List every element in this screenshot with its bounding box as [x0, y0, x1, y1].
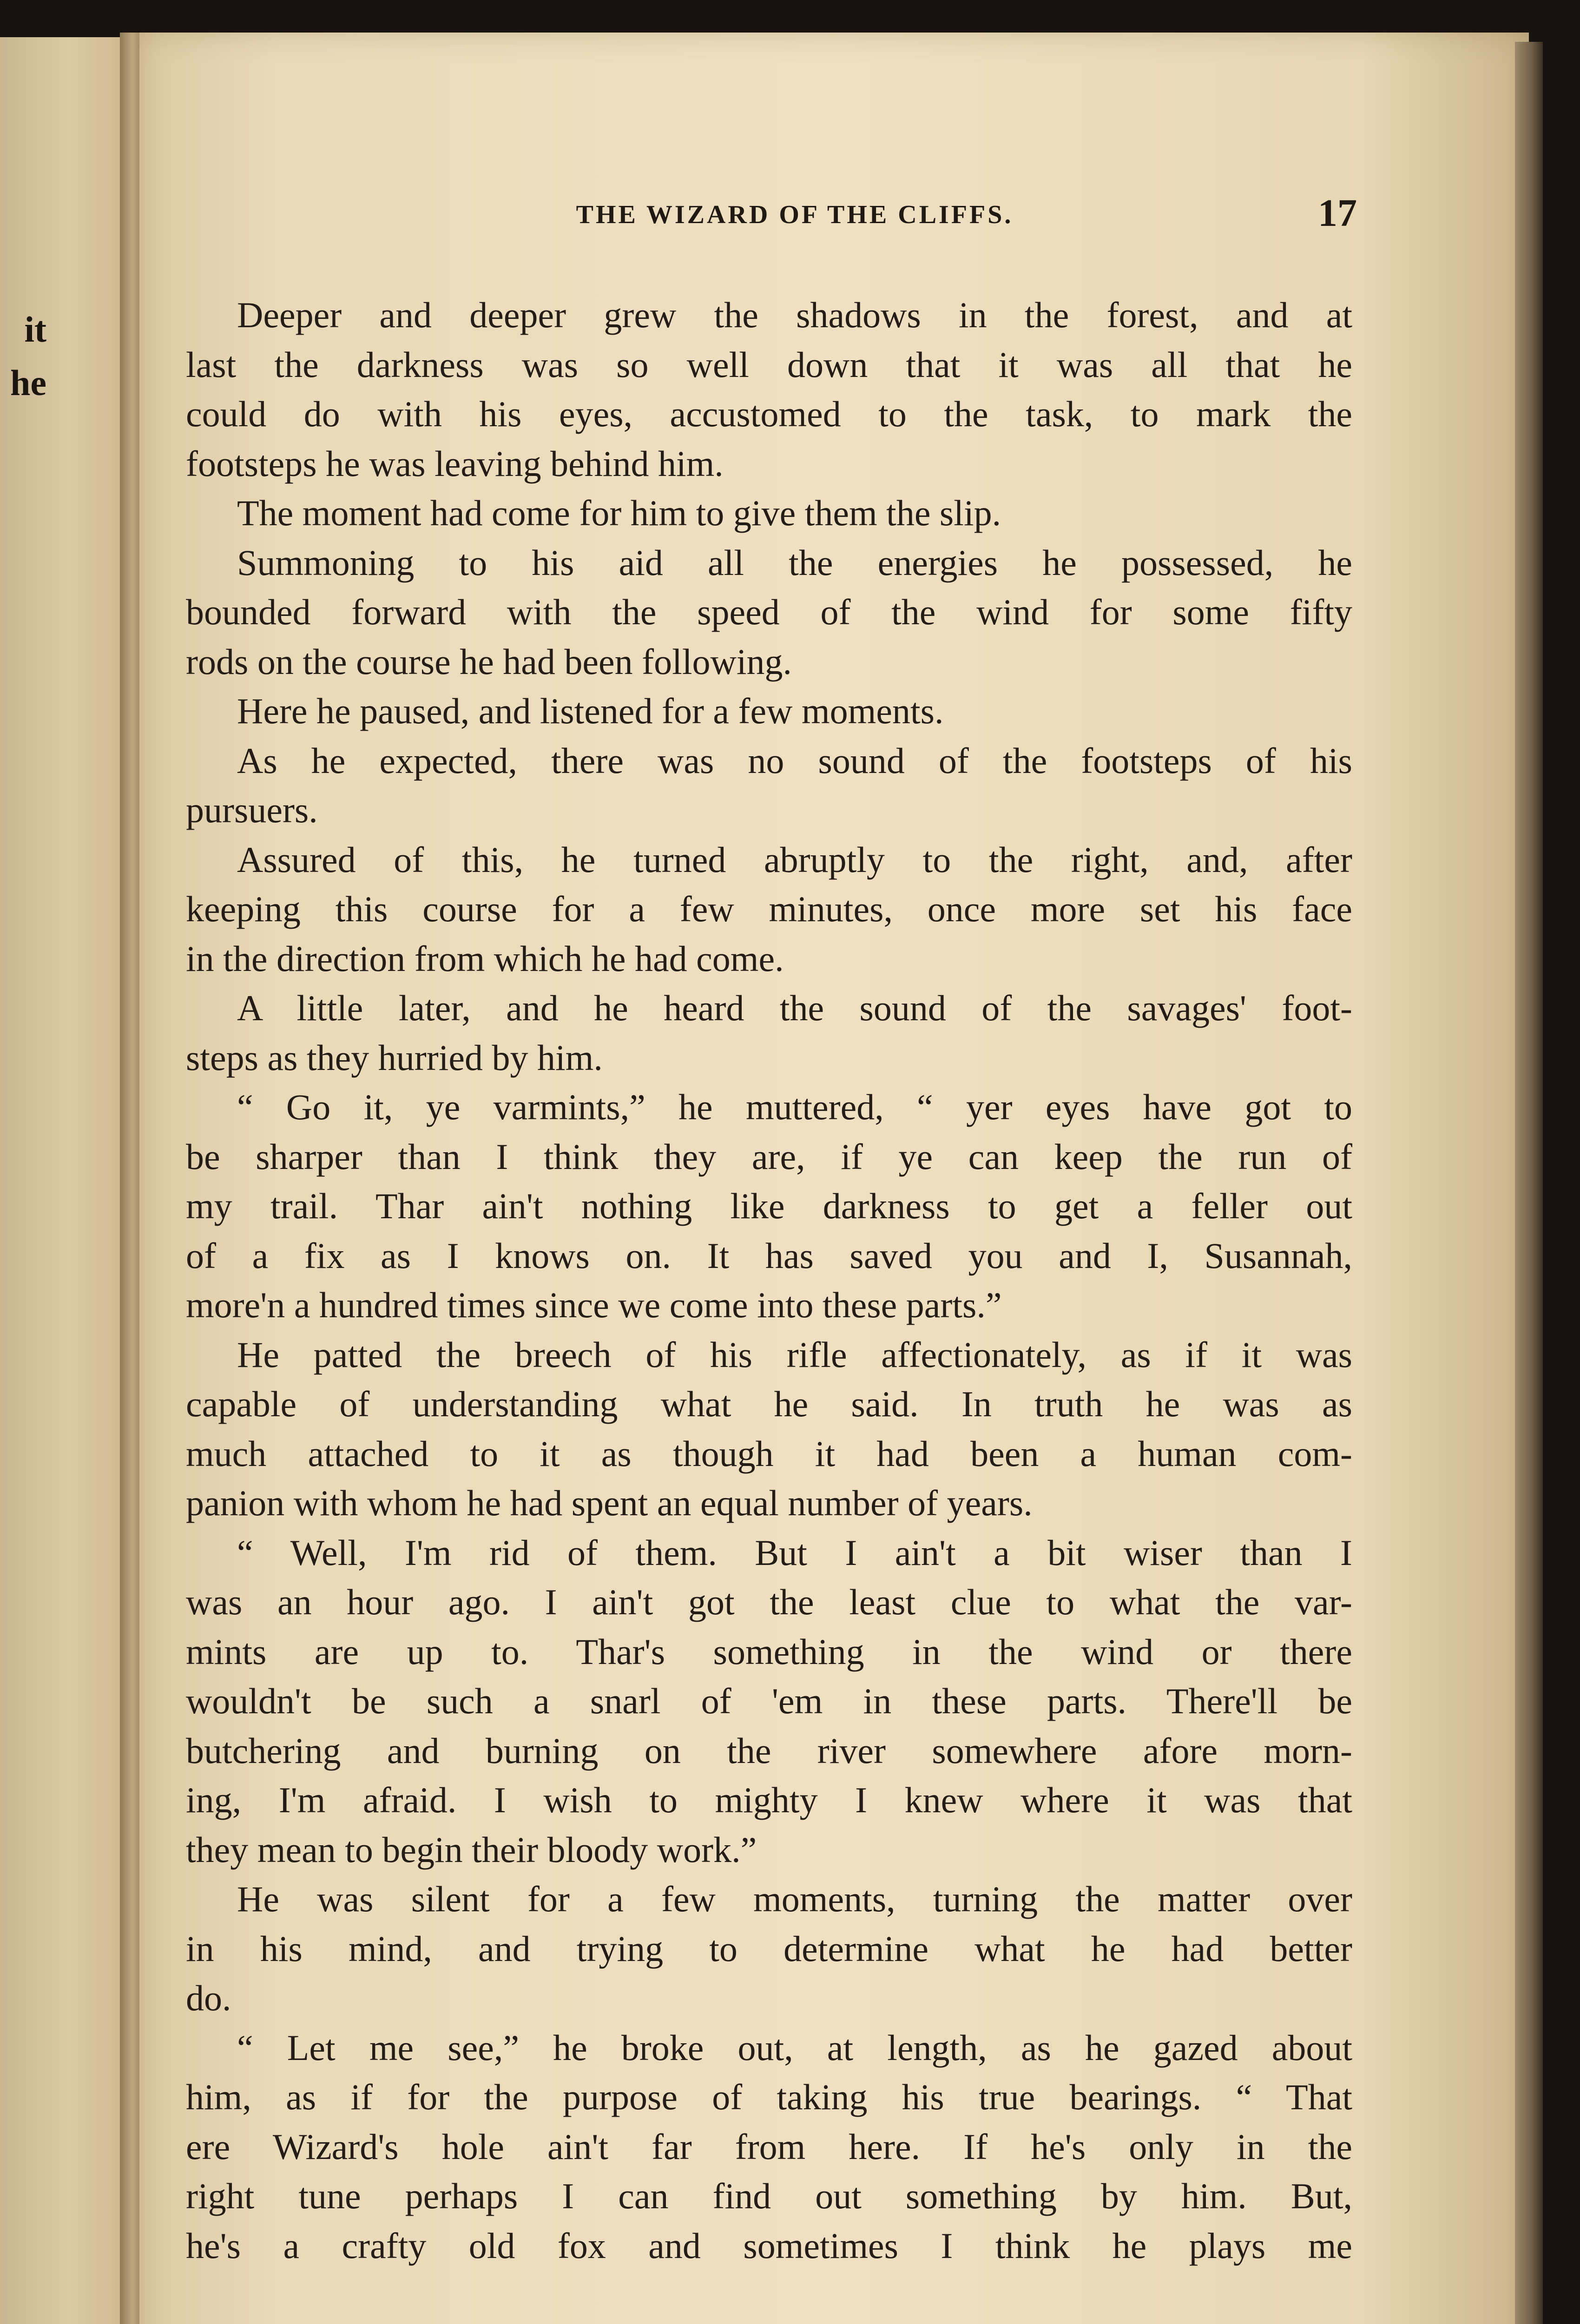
text-line: He patted the breech of his rifle affectionately, as if it was — [237, 1334, 1352, 1375]
text-line: “ Go it, ye varmints,” he muttered, “ yer eyes have got to — [237, 1087, 1352, 1127]
text-line: keeping this course for a few minutes, once more set his face — [186, 889, 1352, 929]
text-line: A little later, and he heard the sound of the savages' foot- — [237, 988, 1352, 1028]
text-line: The moment had come for him to give them the slip. — [237, 493, 1001, 533]
text-line: Assured of this, he turned abruptly to the right, and, after — [237, 839, 1352, 880]
text-line: As he expected, there was no sound of the footsteps of his — [237, 740, 1352, 781]
text-line: right tune perhaps I can find out something by him. But, — [186, 2176, 1352, 2216]
text-line: him, as if for the purpose of taking his true bearings. “ That — [186, 2077, 1352, 2117]
text-line: much attached to it as though it had been a human com- — [186, 1433, 1352, 1474]
text-line: last the darkness was so well down that it was all that he — [186, 344, 1352, 385]
text-line: of a fix as I knows on. It has saved you and I, Susannah, — [186, 1235, 1352, 1276]
text-line: panion with whom he had spent an equal number of years. — [186, 1483, 1033, 1523]
text-line: pursuers. — [186, 790, 318, 830]
text-line: be sharper than I think they are, if ye can keep the run of — [186, 1136, 1352, 1177]
text-line: Here he paused, and listened for a few moments. — [237, 691, 944, 731]
text-line: ere Wizard's hole ain't far from here. If he's only in the — [186, 2126, 1352, 2167]
text-line: mints are up to. Thar's something in the wind or there — [186, 1631, 1352, 1672]
text-line: in the direction from which he had come. — [186, 938, 784, 979]
running-head: THE WIZARD OF THE CLIFFS. — [576, 200, 1014, 229]
text-line: do. — [186, 1978, 231, 2018]
facing-page-fragment: he — [10, 363, 46, 403]
page-number: 17 — [1318, 191, 1357, 235]
text-line: Deeper and deeper grew the shadows in the forest, and at — [237, 295, 1352, 335]
text-line: could do with his eyes, accustomed to the task, to mark the — [186, 394, 1352, 434]
facing-page-fragment: it — [24, 309, 46, 350]
text-line: steps as they hurried by him. — [186, 1037, 603, 1078]
text-line: ing, I'm afraid. I wish to mighty I knew where it was that — [186, 1780, 1352, 1820]
text-line: in his mind, and trying to determine what he had better — [186, 1928, 1352, 1969]
text-line: more'n a hundred times since we come into these parts.” — [186, 1285, 1002, 1325]
text-line: he's a crafty old fox and sometimes I think he plays me — [186, 2225, 1352, 2266]
text-line: “ Let me see,” he broke out, at length, as he gazed about — [237, 2027, 1352, 2068]
text-line: footsteps he was leaving behind him. — [186, 443, 724, 484]
text-line: wouldn't be such a snarl of 'em in these parts. There'll be — [186, 1681, 1352, 1721]
text-line: Summoning to his aid all the energies he possessed, he — [237, 542, 1352, 583]
body-text — [186, 290, 1352, 2271]
facing-page-edge — [0, 37, 125, 2324]
text-line: my trail. Thar ain't nothing like darkness to get a feller out — [186, 1186, 1352, 1226]
text-line: He was silent for a few moments, turning the matter over — [237, 1879, 1352, 1919]
text-line: rods on the course he had been following. — [186, 641, 792, 682]
text-line: was an hour ago. I ain't got the least clue to what the var- — [186, 1582, 1352, 1622]
text-line: “ Well, I'm rid of them. But I ain't a bit wiser than I — [237, 1532, 1352, 1573]
text-line: capable of understanding what he said. In truth he was as — [186, 1384, 1352, 1424]
text-line: butchering and burning on the river somewhere afore morn- — [186, 1730, 1352, 1771]
page-edge-shadow — [1515, 42, 1543, 2324]
text-line: bounded forward with the speed of the wind for some fifty — [186, 592, 1352, 632]
text-line: they mean to begin their bloody work.” — [186, 1829, 757, 1870]
